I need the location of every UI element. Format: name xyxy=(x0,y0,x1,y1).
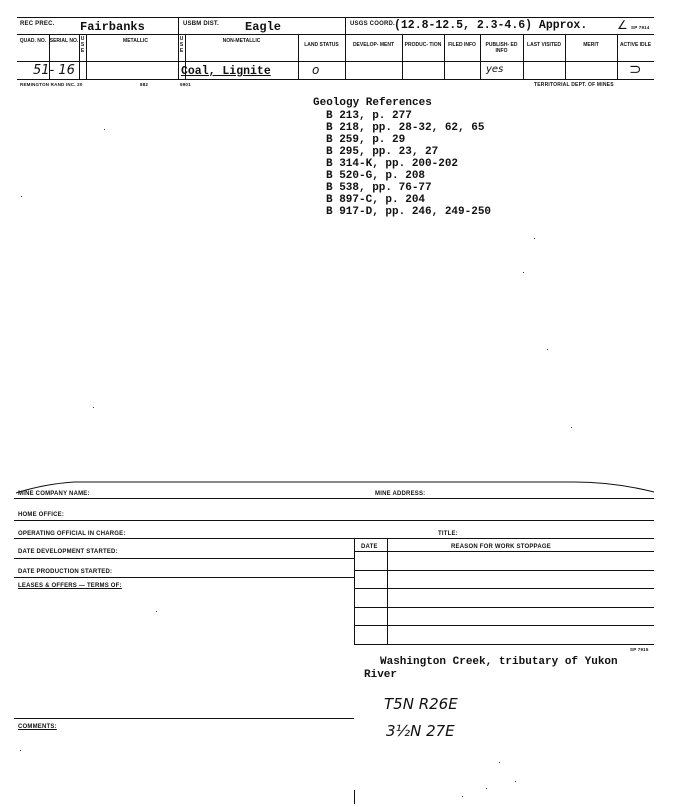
leases-label: LEASES & OFFERS — TERMS OF: xyxy=(18,583,122,589)
quad-serial-value: 51- 16 xyxy=(33,63,75,78)
operating-official-label: OPERATING OFFICIAL IN CHARGE: xyxy=(18,531,126,537)
references-title: Geology References xyxy=(313,97,432,109)
col-land-status: LAND STATUS xyxy=(304,42,339,48)
usgs-coord-mark: ∠ xyxy=(617,18,628,32)
location-line-2: River xyxy=(364,669,398,681)
home-office-label: HOME OFFICE: xyxy=(18,512,65,518)
col-metallic: METALLIC xyxy=(123,38,148,44)
form-number-bottom: SP 7915 xyxy=(630,647,649,652)
printer-imprint: REMINGTON RAND INC. 20 xyxy=(20,82,83,87)
col-filed-info: FILED INFO xyxy=(448,42,476,48)
reference-item: B 314-K, pp. 200-202 xyxy=(326,158,459,170)
lower-form-top-rule xyxy=(14,476,656,498)
references-list xyxy=(313,110,491,218)
reference-item: B 218, pp. 28-32, 62, 65 xyxy=(326,122,485,134)
col-production: PRODUC- TION xyxy=(404,42,442,48)
form-number-top: SP 7914 xyxy=(631,25,650,30)
reference-item: B 295, pp. 23, 27 xyxy=(326,146,439,158)
land-status-value: o xyxy=(312,63,320,77)
rec-prec-value: Fairbanks xyxy=(80,20,145,34)
non-metallic-value: Coal, Lignite xyxy=(181,65,271,78)
usbm-dist-label: USBM DIST. xyxy=(183,21,220,27)
col-published-info: PUBLISH- ED INFO xyxy=(485,42,518,54)
township-range-2: 3½N 27E xyxy=(386,722,455,740)
col-last-visited: LAST VISITED xyxy=(527,42,561,48)
active-idle-value: ⊃ xyxy=(629,60,642,78)
reference-item: B 520-G, p. 208 xyxy=(326,170,426,182)
location-line-1: Washington Creek, tributary of Yukon xyxy=(380,656,618,668)
territorial-dept: TERRITORIAL DEPT. OF MINES xyxy=(534,82,614,88)
date-production-label: DATE PRODUCTION STARTED: xyxy=(18,569,113,575)
usgs-coord-label: USGS COORD. xyxy=(350,21,395,27)
mine-company-name-label: MINE COMPANY NAME: xyxy=(18,491,90,497)
col-non-metallic: NON-METALLIC xyxy=(222,38,261,44)
col-use-code-2: U S E xyxy=(179,36,184,54)
usgs-coord-value: (12.8-12.5, 2.3-4.6) Approx. xyxy=(394,19,588,32)
col-active-idle: ACTIVE IDLE xyxy=(619,42,652,48)
col-quad-no: QUAD. NO. xyxy=(19,38,47,44)
township-range-1: T5N R26E xyxy=(384,695,458,713)
printer-code-2: 5901 xyxy=(180,82,191,87)
col-merit: MERIT xyxy=(583,42,599,48)
reference-item: B 538, pp. 76-77 xyxy=(326,182,432,194)
col-development: DEVELOP- MENT xyxy=(352,42,395,48)
reference-item: B 917-D, pp. 246, 249-250 xyxy=(326,206,492,218)
stoppage-reason-header: REASON FOR WORK STOPPAGE xyxy=(451,544,551,550)
reference-item: B 259, p. 29 xyxy=(326,134,406,146)
usbm-dist-value: Eagle xyxy=(245,20,282,34)
date-development-label: DATE DEVELOPMENT STARTED: xyxy=(18,549,118,555)
printer-code-1: 882 xyxy=(140,82,149,87)
reference-item: B 213, p. 277 xyxy=(326,110,412,122)
rec-prec-label: REC PREC. xyxy=(20,21,55,27)
title-label: TITLE: xyxy=(438,531,458,537)
mine-address-label: MINE ADDRESS: xyxy=(375,491,426,497)
comments-label: COMMENTS: xyxy=(18,724,57,730)
reference-item: B 897-C, p. 204 xyxy=(326,194,426,206)
stoppage-date-header: DATE xyxy=(361,544,378,550)
published-info-value: yes xyxy=(486,64,504,75)
col-use-code-1: U S E xyxy=(80,36,85,54)
col-serial-no: SERIAL NO. xyxy=(49,38,79,44)
